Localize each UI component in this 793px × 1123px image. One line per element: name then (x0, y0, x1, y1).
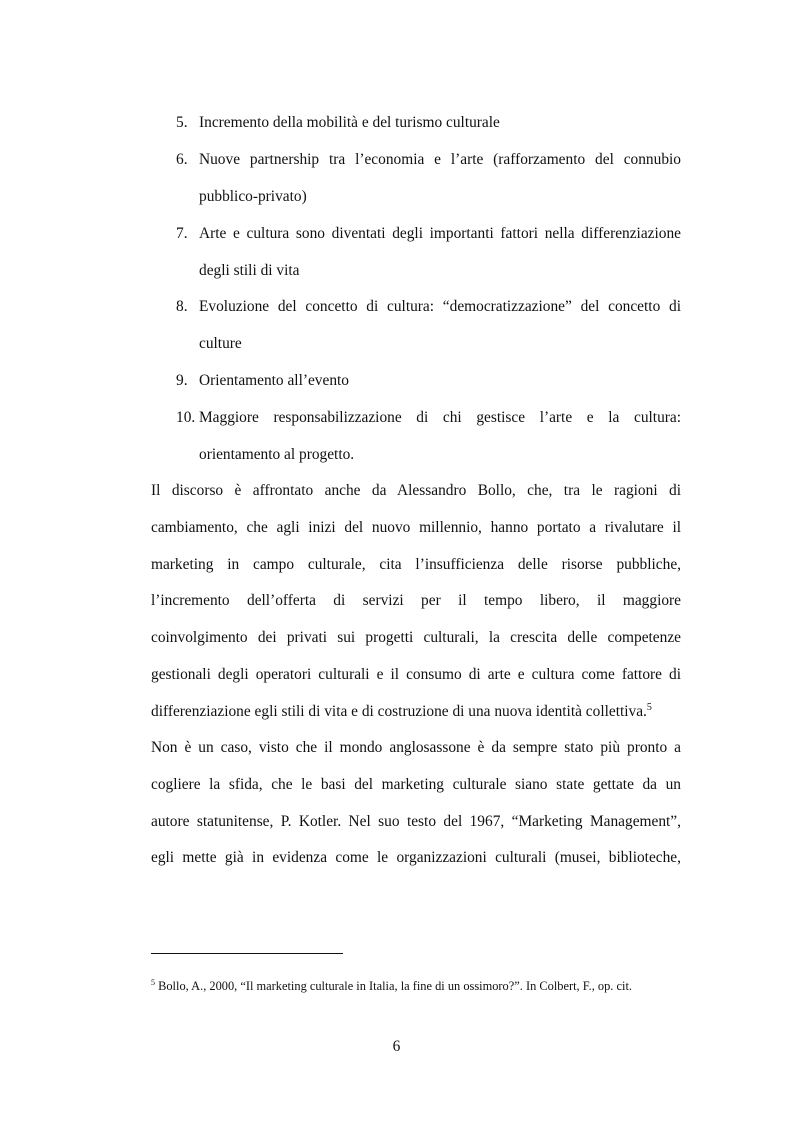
paragraph-line: l’incremento dell’offerta di servizi per il tempo libero, il maggiore (151, 592, 681, 610)
list-number: 6. (176, 151, 188, 168)
paragraph-line: Il discorso è affrontato anche da Alessandro Bollo, che, tra le ragioni di (151, 482, 681, 499)
list-item-5 (176, 105, 681, 142)
list-text-line: pubblico-privato) (199, 187, 307, 205)
paragraph-line: coinvolgimento dei privati sui progetti culturali, la crescita delle competenze (151, 629, 681, 647)
paragraph-line: cogliere la sfida, che le basi del marketing culturale siano state gettate da un (151, 775, 681, 793)
paragraph-line: gestionali degli operatori culturali e il consumo di arte e cultura come fattore di (151, 665, 681, 683)
paragraph-bollo (151, 473, 681, 731)
list-text-line: Evoluzione del concetto di cultura: “democratizzazione” del concetto di (199, 298, 681, 315)
list-text-line: degli stili di vita (199, 261, 300, 279)
list-text: Orientamento all’evento (199, 372, 349, 389)
list-number: 5. (176, 114, 188, 131)
list-text-line: Nuove partnership tra l’economia e l’arte (rafforzamento del connubio (199, 151, 681, 168)
paragraph-line: Non è un caso, visto che il mondo anglosassone è da sempre stato più pronto a (151, 739, 681, 756)
list-text-line: orientamento al progetto. (199, 445, 355, 463)
list-item-8 (176, 289, 681, 363)
list-number: 7. (176, 225, 188, 242)
list-number: 10. (176, 409, 196, 426)
paragraph-kotler (151, 730, 681, 877)
paragraph-line: autore statunitense, P. Kotler. Nel suo testo del 1967, “Marketing Management”, (151, 812, 681, 830)
list-text-line: Maggiore responsabilizzazione di chi gestisce l’arte e la cultura: (199, 409, 681, 426)
paragraph-line: marketing in campo culturale, cita l’insufficienza delle risorse pubbliche, (151, 555, 681, 573)
list-item-9 (176, 363, 681, 400)
paragraph-line-text: differenziazione egli stili di vita e di costruzione di una nuova identità collettiva. (151, 702, 647, 720)
list-number: 9. (176, 372, 188, 389)
paragraph-line: cambiamento, che agli inizi del nuovo millennio, hanno portato a rivalutare il (151, 518, 681, 536)
list-item-7 (176, 216, 681, 290)
paragraph-line (151, 694, 681, 731)
footnote-text: Bollo, A., 2000, “Il marketing culturale in Italia, la fine di un ossimoro?”. In Colbert, F., op. cit. (155, 979, 632, 993)
list-item-10 (176, 400, 681, 474)
footnote-separator (151, 953, 343, 954)
list-number: 8. (176, 298, 188, 315)
list-text-line: culture (199, 334, 242, 352)
list-item-6 (176, 142, 681, 216)
list-text: Incremento della mobilità e del turismo culturale (199, 114, 500, 131)
list-text-line: Arte e cultura sono diventati degli importanti fattori nella differenziazione (199, 225, 681, 242)
page-number: 6 (392, 1038, 401, 1055)
footnote-marker: 5 (151, 978, 155, 987)
footnote-reference[interactable]: 5 (646, 701, 652, 713)
footnote (151, 977, 711, 995)
paragraph-line: egli mette già in evidenza come le organizzazioni culturali (musei, biblioteche, (151, 849, 681, 867)
